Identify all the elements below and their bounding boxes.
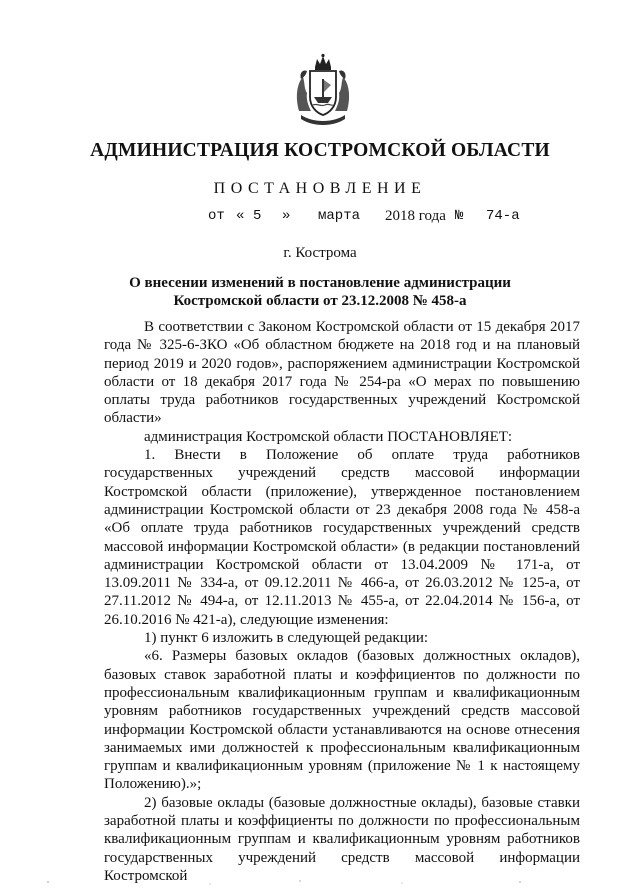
paragraph-subitem-1: 1) пункт 6 изложить в следующей редакции: bbox=[144, 630, 429, 647]
number-sign: № bbox=[455, 208, 464, 224]
date-line bbox=[0, 208, 640, 228]
paragraph-point-6: «6. Размеры базовых окладов (базовых должностных окладов), базовых ставок заработной платы и коэффициентов по должности по профессиональным квалификационным группам и квалификационным уровням работников государственных учреждений средств массовой информации Костромской области устанавливаются на основе отнесения занимаемых ими должностей к профессиональным квалификационным группам и квалификационным уровням (приложение № 1 к настоящему Положению).»; bbox=[104, 648, 580, 793]
date-year: 2018 года bbox=[385, 208, 446, 224]
scan-specks bbox=[0, 870, 640, 892]
date-month: марта bbox=[318, 208, 361, 224]
paragraph-preamble: В соответствии с Законом Костромской области от 15 декабря 2017 года № 325-6-ЗКО «Об областном бюджете на 2018 год и на плановый период 2019 и 2020 годов», распоряжением администрации Костромской области от 18 декабря 2017 года № 254-ра «О мерах по повышению оплаты труда работников государственных учреждений Костромской области» bbox=[104, 319, 580, 427]
city: г. Кострома bbox=[283, 245, 357, 261]
document-body bbox=[104, 318, 580, 885]
subject-line-2: Костромской области от 23.12.2008 № 458-а bbox=[173, 293, 467, 309]
date-from: от bbox=[208, 208, 225, 224]
subject-line-1: О внесении изменений в постановление администрации bbox=[129, 275, 511, 291]
document-subject bbox=[0, 274, 640, 310]
paragraph-subitem-2: 2) базовые оклады (базовые должностные оклады), базовые ставки заработной платы и коэффициенты по должности по профессиональным квалификационным группам и квалификационным уровням работников государственных учреждений средств массовой информации Костромской bbox=[104, 794, 580, 884]
date-close-quote: » bbox=[282, 208, 291, 224]
date-open-quote: « bbox=[236, 208, 245, 224]
document-type: ПОСТАНОВЛЕНИЕ bbox=[213, 180, 427, 197]
paragraph-resolves: администрация Костромской области ПОСТАНОВЛЯЕТ: bbox=[144, 428, 513, 445]
organization-title: АДМИНИСТРАЦИЯ КОСТРОМСКОЙ ОБЛАСТИ bbox=[90, 140, 550, 161]
paragraph-item-1: 1. Внести в Положение об оплате труда работников государственных учреждений средств массовой информации Костромской области (приложение), утвержденное постановлением администрации Костромской области от 23 декабря 2008 года № 458-а «Об оплате труда работников государственных учреждений средств массовой информации Костромской области» (в редакции постановлений администрации Костромской области от 13.04.2009 № 171-а, от 13.09.2011 № 334-а, от 09.12.2011 № 466-а, от 26.03.2012 № 125-а, от 27.11.2012 № 494-а, от 12.11.2013 № 455-а, от 22.04.2014 № 156-а, от 26.10.2016 № 421-а), следующие изменения: bbox=[104, 447, 580, 628]
coat-of-arms-emblem-icon bbox=[293, 53, 353, 129]
document-number: 74-а bbox=[486, 208, 520, 224]
date-day: 5 bbox=[253, 208, 262, 224]
